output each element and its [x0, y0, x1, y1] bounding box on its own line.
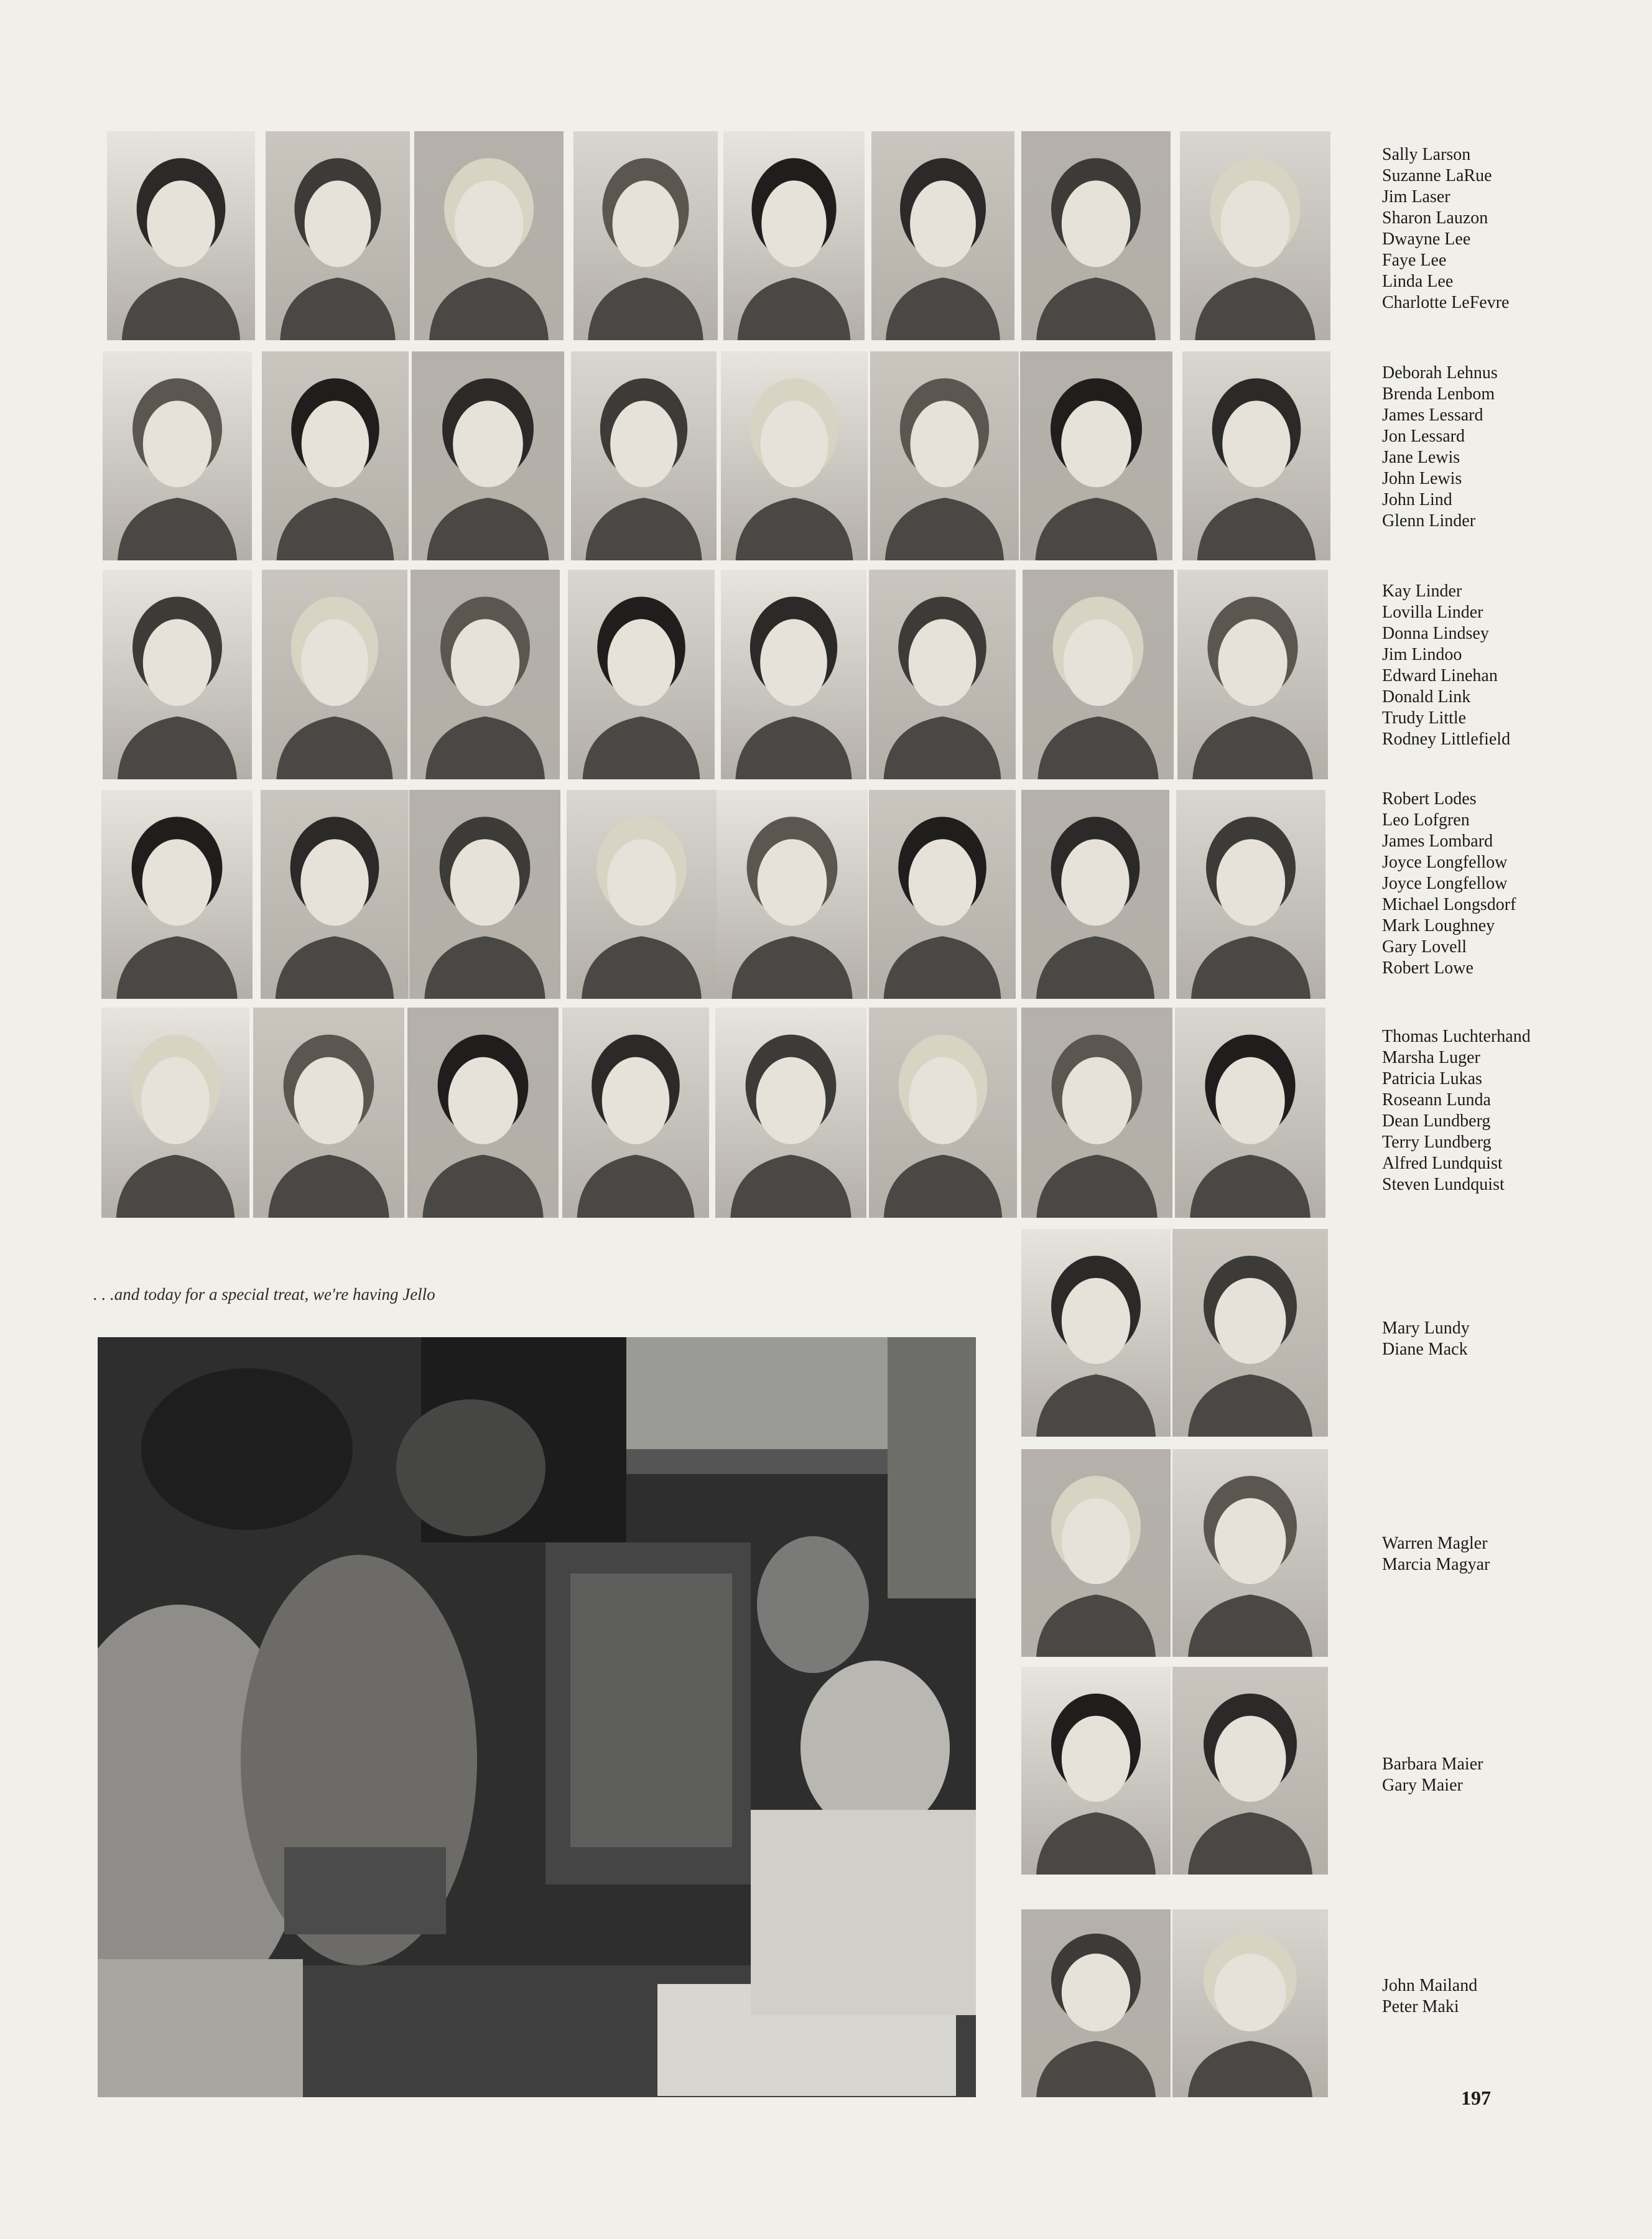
student-name: John Mailand: [1382, 1976, 1478, 1995]
student-name: Marcia Magyar: [1382, 1555, 1490, 1574]
name-list-row-7: [1382, 1533, 1490, 1575]
student-portrait: [723, 131, 865, 340]
student-portrait: [721, 570, 866, 779]
student-name: Michael Longsdorf: [1382, 895, 1516, 914]
student-name: Jane Lewis: [1382, 448, 1460, 467]
name-list-row-8: [1382, 1754, 1483, 1796]
student-portrait: [411, 570, 560, 779]
student-name: Gary Maier: [1382, 1776, 1463, 1795]
student-portrait: [266, 131, 410, 340]
student-name: Kay Linder: [1382, 582, 1462, 601]
student-name: Alfred Lundquist: [1382, 1154, 1503, 1173]
student-name: Lovilla Linder: [1382, 603, 1483, 622]
student-portrait: [721, 351, 868, 560]
student-name: John Lind: [1382, 490, 1452, 509]
student-name: James Lessard: [1382, 406, 1483, 425]
student-name: Thomas Luchterhand: [1382, 1027, 1531, 1046]
student-name: Mark Loughney: [1382, 916, 1495, 935]
student-name: Jim Laser: [1382, 187, 1450, 206]
student-portrait: [869, 790, 1016, 999]
student-portrait: [1175, 1008, 1325, 1218]
name-list-row-5: [1382, 1026, 1531, 1195]
student-name: Trudy Little: [1382, 708, 1467, 728]
student-name: Faye Lee: [1382, 251, 1447, 270]
student-portrait: [414, 131, 564, 340]
student-portrait: [101, 1008, 249, 1218]
student-portrait: [1021, 1667, 1171, 1875]
student-portrait: [409, 790, 560, 999]
student-portrait: [1176, 790, 1325, 999]
name-list-row-2: [1382, 363, 1498, 532]
photo-caption: . . .and today for a special treat, we're having Jello: [93, 1285, 435, 1304]
student-name: Donna Lindsey: [1382, 624, 1489, 643]
student-portrait: [103, 351, 252, 560]
student-portrait: [573, 131, 718, 340]
student-portrait: [253, 1008, 404, 1218]
student-name: Brenda Lenbom: [1382, 384, 1495, 404]
name-list-row-3: [1382, 581, 1510, 750]
student-portrait: [407, 1008, 559, 1218]
student-portrait: [717, 790, 868, 999]
student-portrait: [562, 1008, 709, 1218]
cafeteria-photo-art: [98, 1337, 976, 2097]
student-portrait: [869, 1008, 1017, 1218]
student-name: Peter Maki: [1382, 1997, 1459, 2016]
page-number: 197: [1461, 2087, 1491, 2109]
student-name: Deborah Lehnus: [1382, 363, 1498, 382]
student-portrait: [1021, 131, 1171, 340]
student-portrait: [568, 570, 715, 779]
student-name: Charlotte LeFevre: [1382, 293, 1510, 312]
student-portrait: [870, 351, 1019, 560]
student-name: Dean Lundberg: [1382, 1111, 1491, 1131]
name-list-row-4: [1382, 789, 1516, 979]
student-name: Mary Lundy: [1382, 1319, 1470, 1338]
student-name: Leo Lofgren: [1382, 810, 1470, 830]
student-portrait: [715, 1008, 866, 1218]
student-portrait: [262, 351, 409, 560]
student-portrait: [1020, 351, 1172, 560]
student-name: Gary Lovell: [1382, 937, 1467, 957]
student-name: Joyce Longfellow: [1382, 874, 1508, 893]
student-portrait: [1172, 1909, 1328, 2097]
student-portrait: [1172, 1449, 1328, 1657]
student-name: James Lombard: [1382, 832, 1493, 851]
student-name: Robert Lowe: [1382, 958, 1473, 978]
student-portrait: [871, 131, 1014, 340]
student-portrait: [107, 131, 255, 340]
student-portrait: [1021, 1909, 1171, 2097]
student-name: Rodney Littlefield: [1382, 730, 1511, 749]
student-portrait: [1172, 1667, 1328, 1875]
student-name: Terry Lundberg: [1382, 1133, 1492, 1152]
student-name: Barbara Maier: [1382, 1755, 1483, 1774]
student-name: Steven Lundquist: [1382, 1175, 1505, 1194]
student-portrait: [412, 351, 564, 560]
student-portrait: [262, 570, 407, 779]
student-name: Warren Magler: [1382, 1534, 1488, 1553]
student-name: Donald Link: [1382, 687, 1471, 707]
student-name: Patricia Lukas: [1382, 1069, 1482, 1088]
student-portrait: [1172, 1229, 1328, 1437]
student-portrait: [1023, 570, 1174, 779]
student-name: Sharon Lauzon: [1382, 208, 1488, 228]
student-name: Sally Larson: [1382, 145, 1471, 164]
student-portrait: [1182, 351, 1330, 560]
student-portrait: [103, 570, 252, 779]
student-name: Marsha Luger: [1382, 1048, 1480, 1067]
student-name: Linda Lee: [1382, 272, 1454, 291]
student-portrait: [1021, 1449, 1171, 1657]
student-portrait: [1021, 1008, 1172, 1218]
student-name: Joyce Longfellow: [1382, 853, 1508, 872]
student-name: Edward Linehan: [1382, 666, 1498, 685]
student-portrait: [1021, 1229, 1171, 1437]
name-list-row-6: [1382, 1318, 1470, 1360]
name-list-row-9: [1382, 1975, 1477, 2018]
student-name: Jim Lindoo: [1382, 645, 1462, 664]
cafeteria-photo: [98, 1337, 976, 2097]
student-name: John Lewis: [1382, 469, 1462, 488]
student-portrait: [1180, 131, 1330, 340]
student-name: Robert Lodes: [1382, 789, 1477, 809]
name-list-row-1: [1382, 144, 1509, 313]
student-name: Diane Mack: [1382, 1340, 1468, 1359]
student-name: Dwayne Lee: [1382, 229, 1471, 249]
student-portrait: [869, 570, 1016, 779]
student-name: Suzanne LaRue: [1382, 166, 1492, 185]
student-portrait: [1177, 570, 1328, 779]
student-portrait: [567, 790, 717, 999]
student-name: Roseann Lunda: [1382, 1090, 1491, 1110]
student-portrait: [571, 351, 717, 560]
student-portrait: [1021, 790, 1169, 999]
student-name: Jon Lessard: [1382, 427, 1465, 446]
student-portrait: [101, 790, 253, 999]
student-name: Glenn Linder: [1382, 511, 1476, 531]
student-portrait: [261, 790, 409, 999]
